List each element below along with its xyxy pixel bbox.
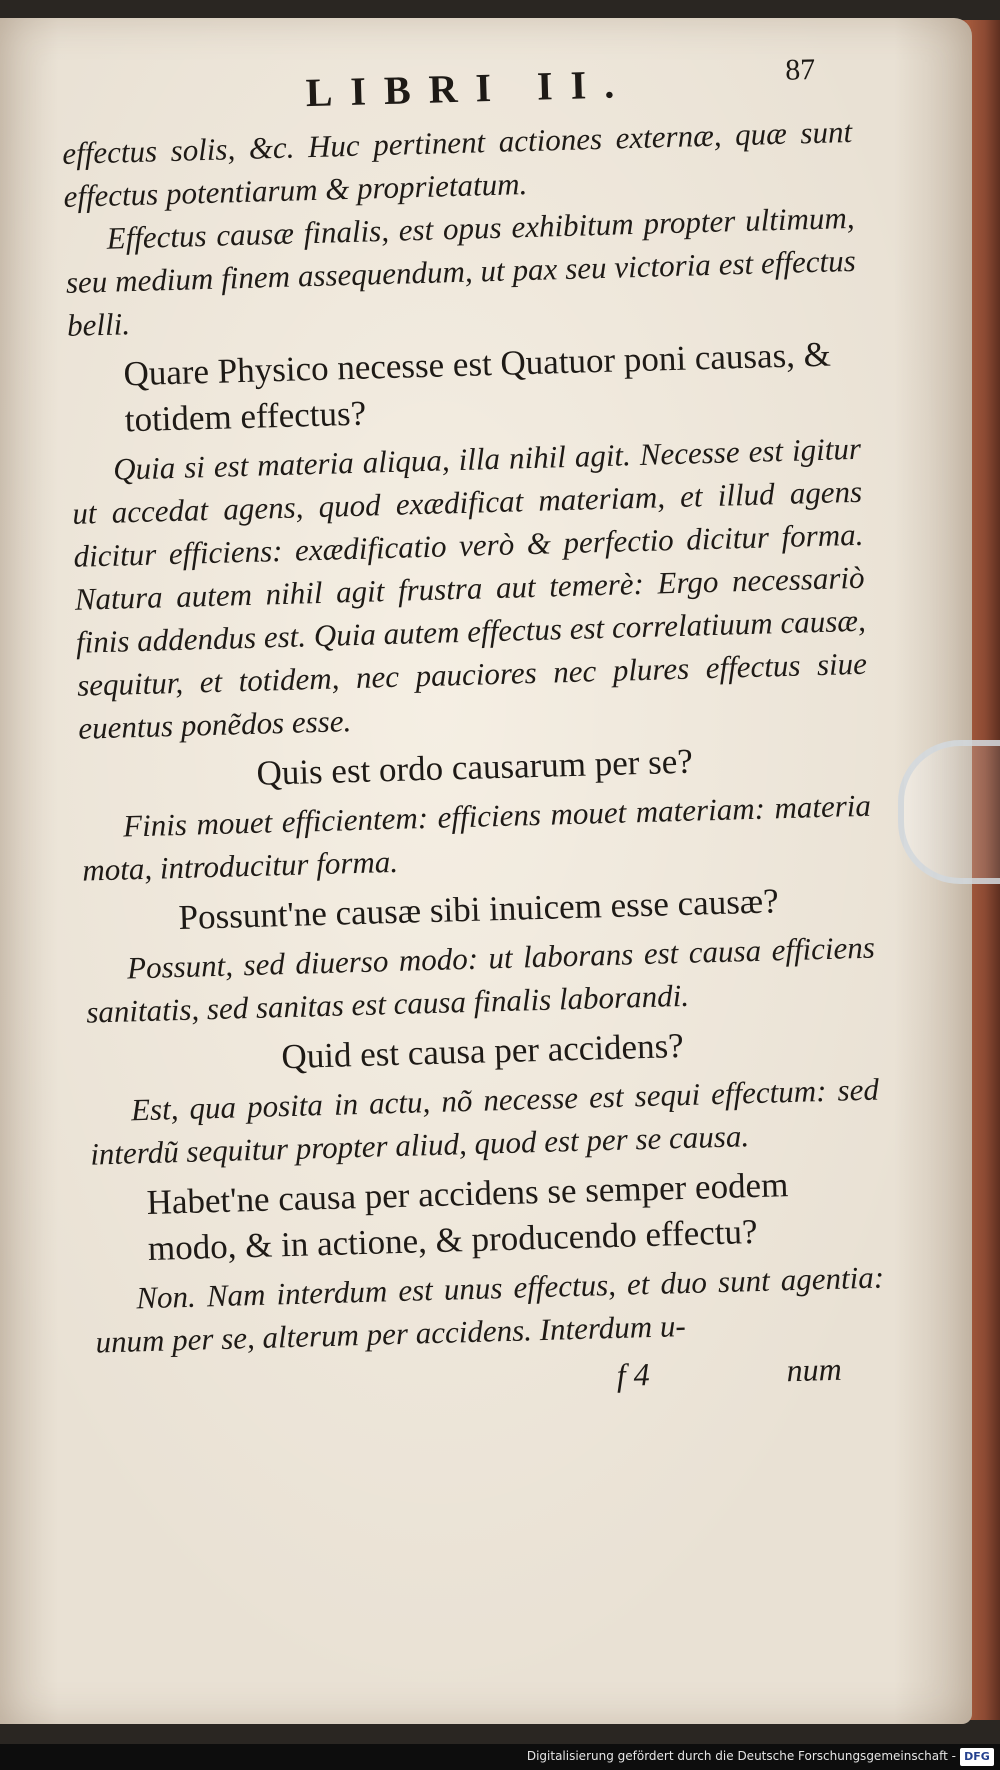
answer-ordo-causarum: Finis mouet efficientem: efficiens mouet materiam: materia mota, introducitur forma. [81, 787, 872, 888]
dfg-logo: DFG [960, 1748, 994, 1766]
page-number: 87 [784, 52, 816, 87]
digitization-footer [0, 1744, 1000, 1770]
answer-causa-per-accidens: Est, qua posita in actu, nõ necesse est sequi effectum: sed interdũ sequitur propter aliud, quod est per se causa. [89, 1071, 880, 1172]
answer-quatuor-causae: Quia si est materia aliqua, illa nihil agit. Necesse est igitur ut accedat agens, quod exædificat materiam, et illud agens dicitur efficiens: exædificatio verò & perfectio dicitur forma. Natura autem nihil agit frustra aut temerè: Ergo necessariò finis addendus est. Quia autem effectus est correlatiuum causæ, sequitur, et totidem, nec pauciores nec plures effectus siue euentus ponẽdos esse. [71, 430, 868, 746]
page-clip [898, 740, 1000, 884]
catchword: num [786, 1350, 843, 1389]
footer-credit: Digitalisierung gefördert durch die Deutsche Forschungsgemeinschaft - [526, 1749, 956, 1763]
question-heading-eodem-modo: Habet'ne causa per accidens se semper eodem modo, & in actione, & producendo effectu? [146, 1165, 789, 1268]
question-heading-ordo-causarum: Quis est ordo causarum per se? [255, 741, 694, 793]
page-text-block [60, 48, 887, 1420]
running-head-title: LIBRI II. [305, 61, 633, 116]
paragraph-effectus-solis: effectus solis, &c. Huc pertinent actiones externæ, quæ sunt effectus potentiarum & proprietatum. [61, 113, 853, 214]
question-heading-causa-per-accidens: Quid est causa per accidens? [280, 1025, 685, 1077]
paragraph-effectus-finalis: Effectus causæ finalis, est opus exhibitum propter ultimum, seu medium finem assequendum, ut pax seu victoria est effectus belli. [65, 199, 857, 343]
answer-eodem-modo: Non. Nam interdum est unus effectus, et duo sunt agentia: unum per se, alterum per accidens. Interdum u- [95, 1259, 885, 1360]
signature-mark: f 4 [616, 1356, 651, 1393]
answer-causae-inuicem: Possunt, sed diuerso modo: ut laborans est causa efficiens sanitatis, sed sanitas est causa finalis laborandi. [85, 929, 876, 1030]
question-heading-causae-inuicem: Possunt'ne causæ sibi inuicem esse causæ? [178, 881, 780, 938]
question-heading-quatuor-causae: Quare Physico necesse est Quatuor poni causas, & totidem effectus? [122, 334, 832, 440]
